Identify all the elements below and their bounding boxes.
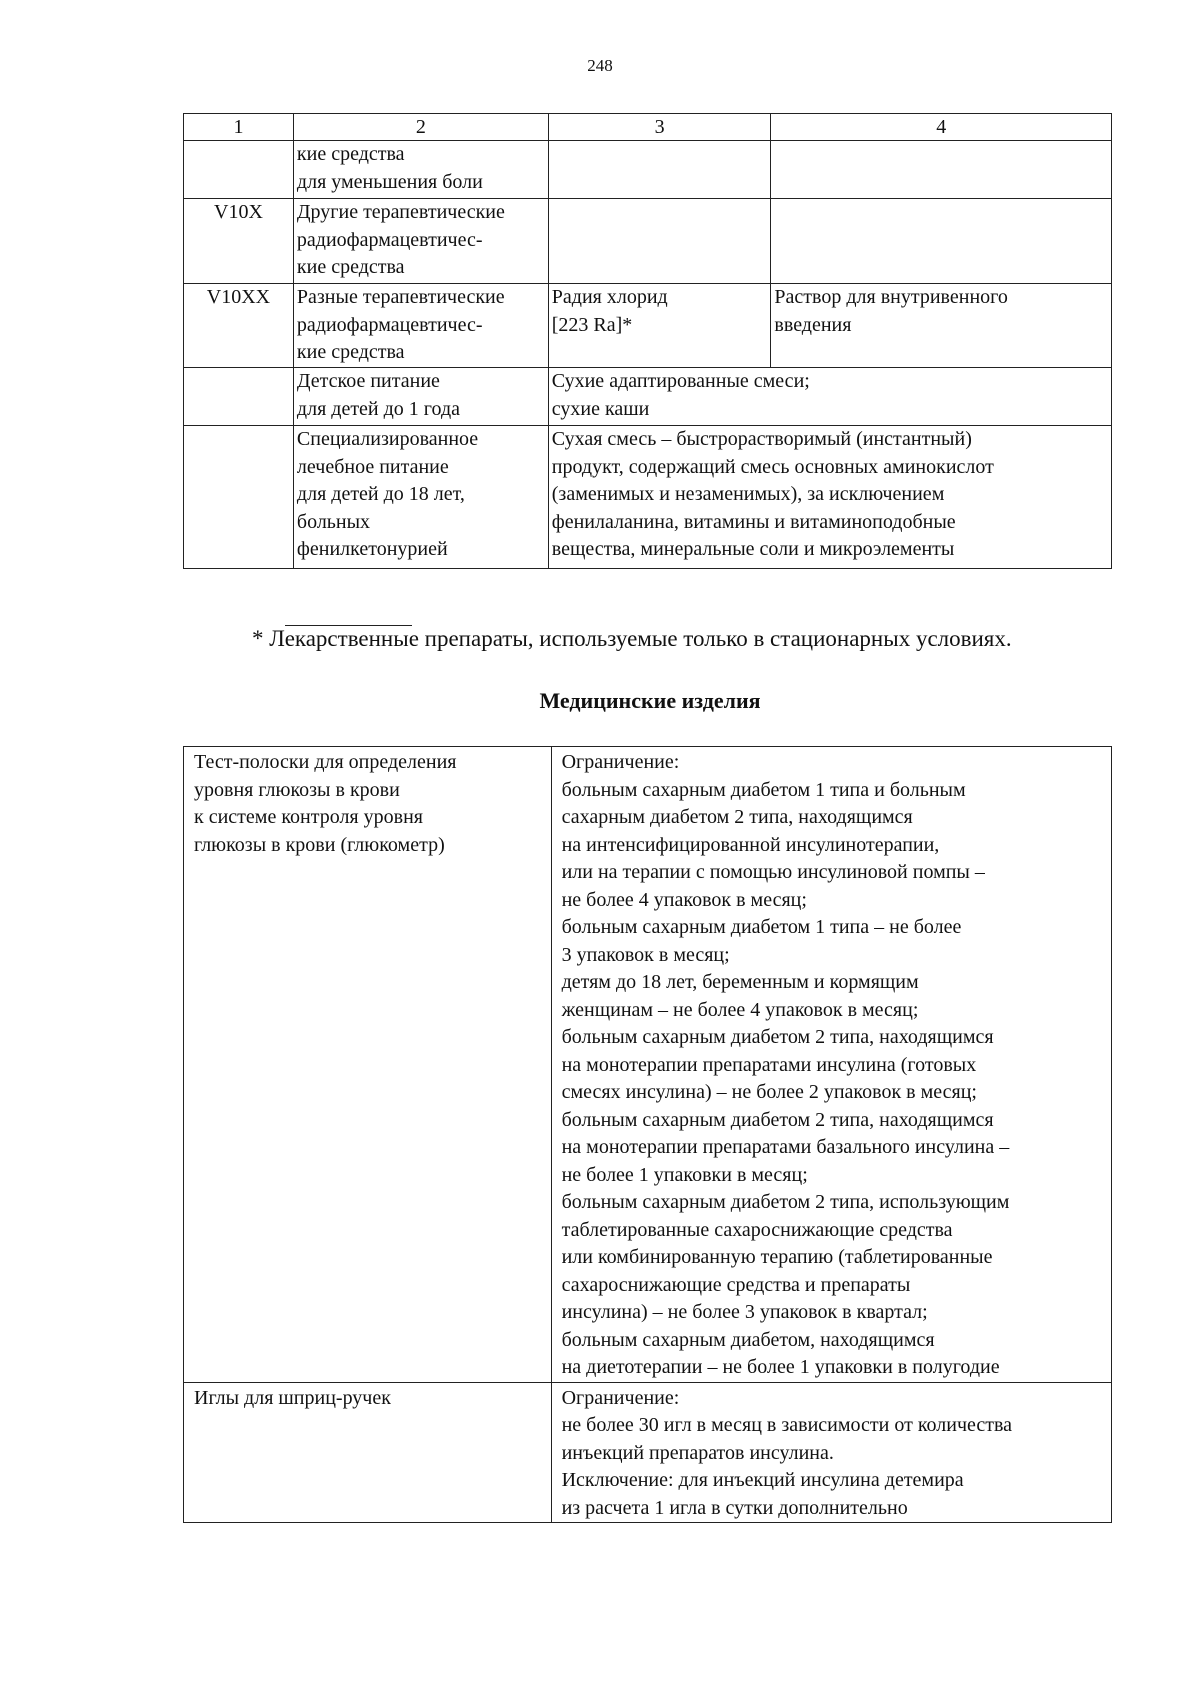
table-row [184,368,1112,426]
form-cell [771,199,1112,284]
device-limits-cell: Ограничение: больным сахарным диабетом 1 типа и больным сахарным диабетом 2 типа, находящимся на интенсифицированной инсулинотерапии, или на терапии с помощью инсулиновой помпы – не более 4 упаковок в месяц; больным сахарным диабетом 1 типа – не более 3 упаковок в месяц; детям до 18 лет, беременным и кормящим женщинам – не более 4 упаковок в месяц; больным сахарным диабетом 2 типа, находящимся на монотерапии препаратами инсулина (готовых смесях инсулина) – не более 2 упаковок в месяц; больным сахарным диабетом 2 типа, находящимся на монотерапии препаратами базального инсулина – не более 1 упаковки в месяц; больным сахарным диабетом 2 типа, использующим таблетированные сахароснижающие средства или комбинированную терапию (таблетированные сахароснижающие средства и препараты инсулина) – не более 3 упаковок в квартал; больным сахарным диабетом, находящимся на диетотерапии – не более 1 упаковки в полугодие [551,747,1111,1383]
table-row [184,199,1112,284]
atc-code-cell: V10X [184,199,294,284]
column-header: 1 [184,114,294,141]
column-header: 3 [548,114,771,141]
page-number: 248 [587,56,613,75]
table-row [184,1382,1112,1523]
device-name-cell: Иглы для шприц-ручек [184,1382,552,1523]
table-row [184,747,1112,1383]
column-header: 2 [293,114,548,141]
drug-cell [548,199,771,284]
devices-table [183,746,1112,1523]
group-cell: Другие терапевтические радиофармацевтичес- кие средства [293,199,548,284]
atc-code-cell [184,368,294,426]
atc-code-cell [184,426,294,569]
device-name-cell: Тест-полоски для определения уровня глюкозы в крови к системе контроля уровня глюкозы в крови (глюкометр) [184,747,552,1383]
group-cell: кие средства для уменьшения боли [293,141,548,199]
table-row [184,284,1112,368]
group-cell: Детское питание для детей до 1 года [293,368,548,426]
section-title: Медицинские изделия [539,688,761,713]
group-cell: Специализированное лечебное питание для детей до 18 лет, больных фенилкетонурией [293,426,548,569]
column-header: 4 [771,114,1112,141]
description-cell: Сухая смесь – быстрорастворимый (инстантный) продукт, содержащий смесь основных аминокислот (заменимых и незаменимых), за исключением фенилаланина, витамины и витаминоподобные вещества, минеральные соли и микроэлементы [548,426,1111,569]
table-row [184,426,1112,569]
table-row [184,141,1112,199]
drug-cell [548,141,771,199]
atc-code-cell [184,141,294,199]
drug-cell: Радия хлорид [223 Ra]* [548,284,771,368]
group-cell: Разные терапевтические радиофармацевтичес- кие средства [293,284,548,368]
device-limits-cell: Ограничение: не более 30 игл в месяц в зависимости от количества инъекций препаратов инсулина. Исключение: для инъекций инсулина детемира из расчета 1 игла в сутки дополнительно [551,1382,1111,1523]
description-cell: Сухие адаптированные смеси; сухие каши [548,368,1111,426]
form-cell: Раствор для внутривенного введения [771,284,1112,368]
footnote: * Лекарственные препараты, используемые только в стационарных условиях. [252,626,1012,651]
form-cell [771,141,1112,199]
table-header-row [184,114,1112,141]
drug-table [183,113,1112,569]
atc-code-cell: V10XX [184,284,294,368]
